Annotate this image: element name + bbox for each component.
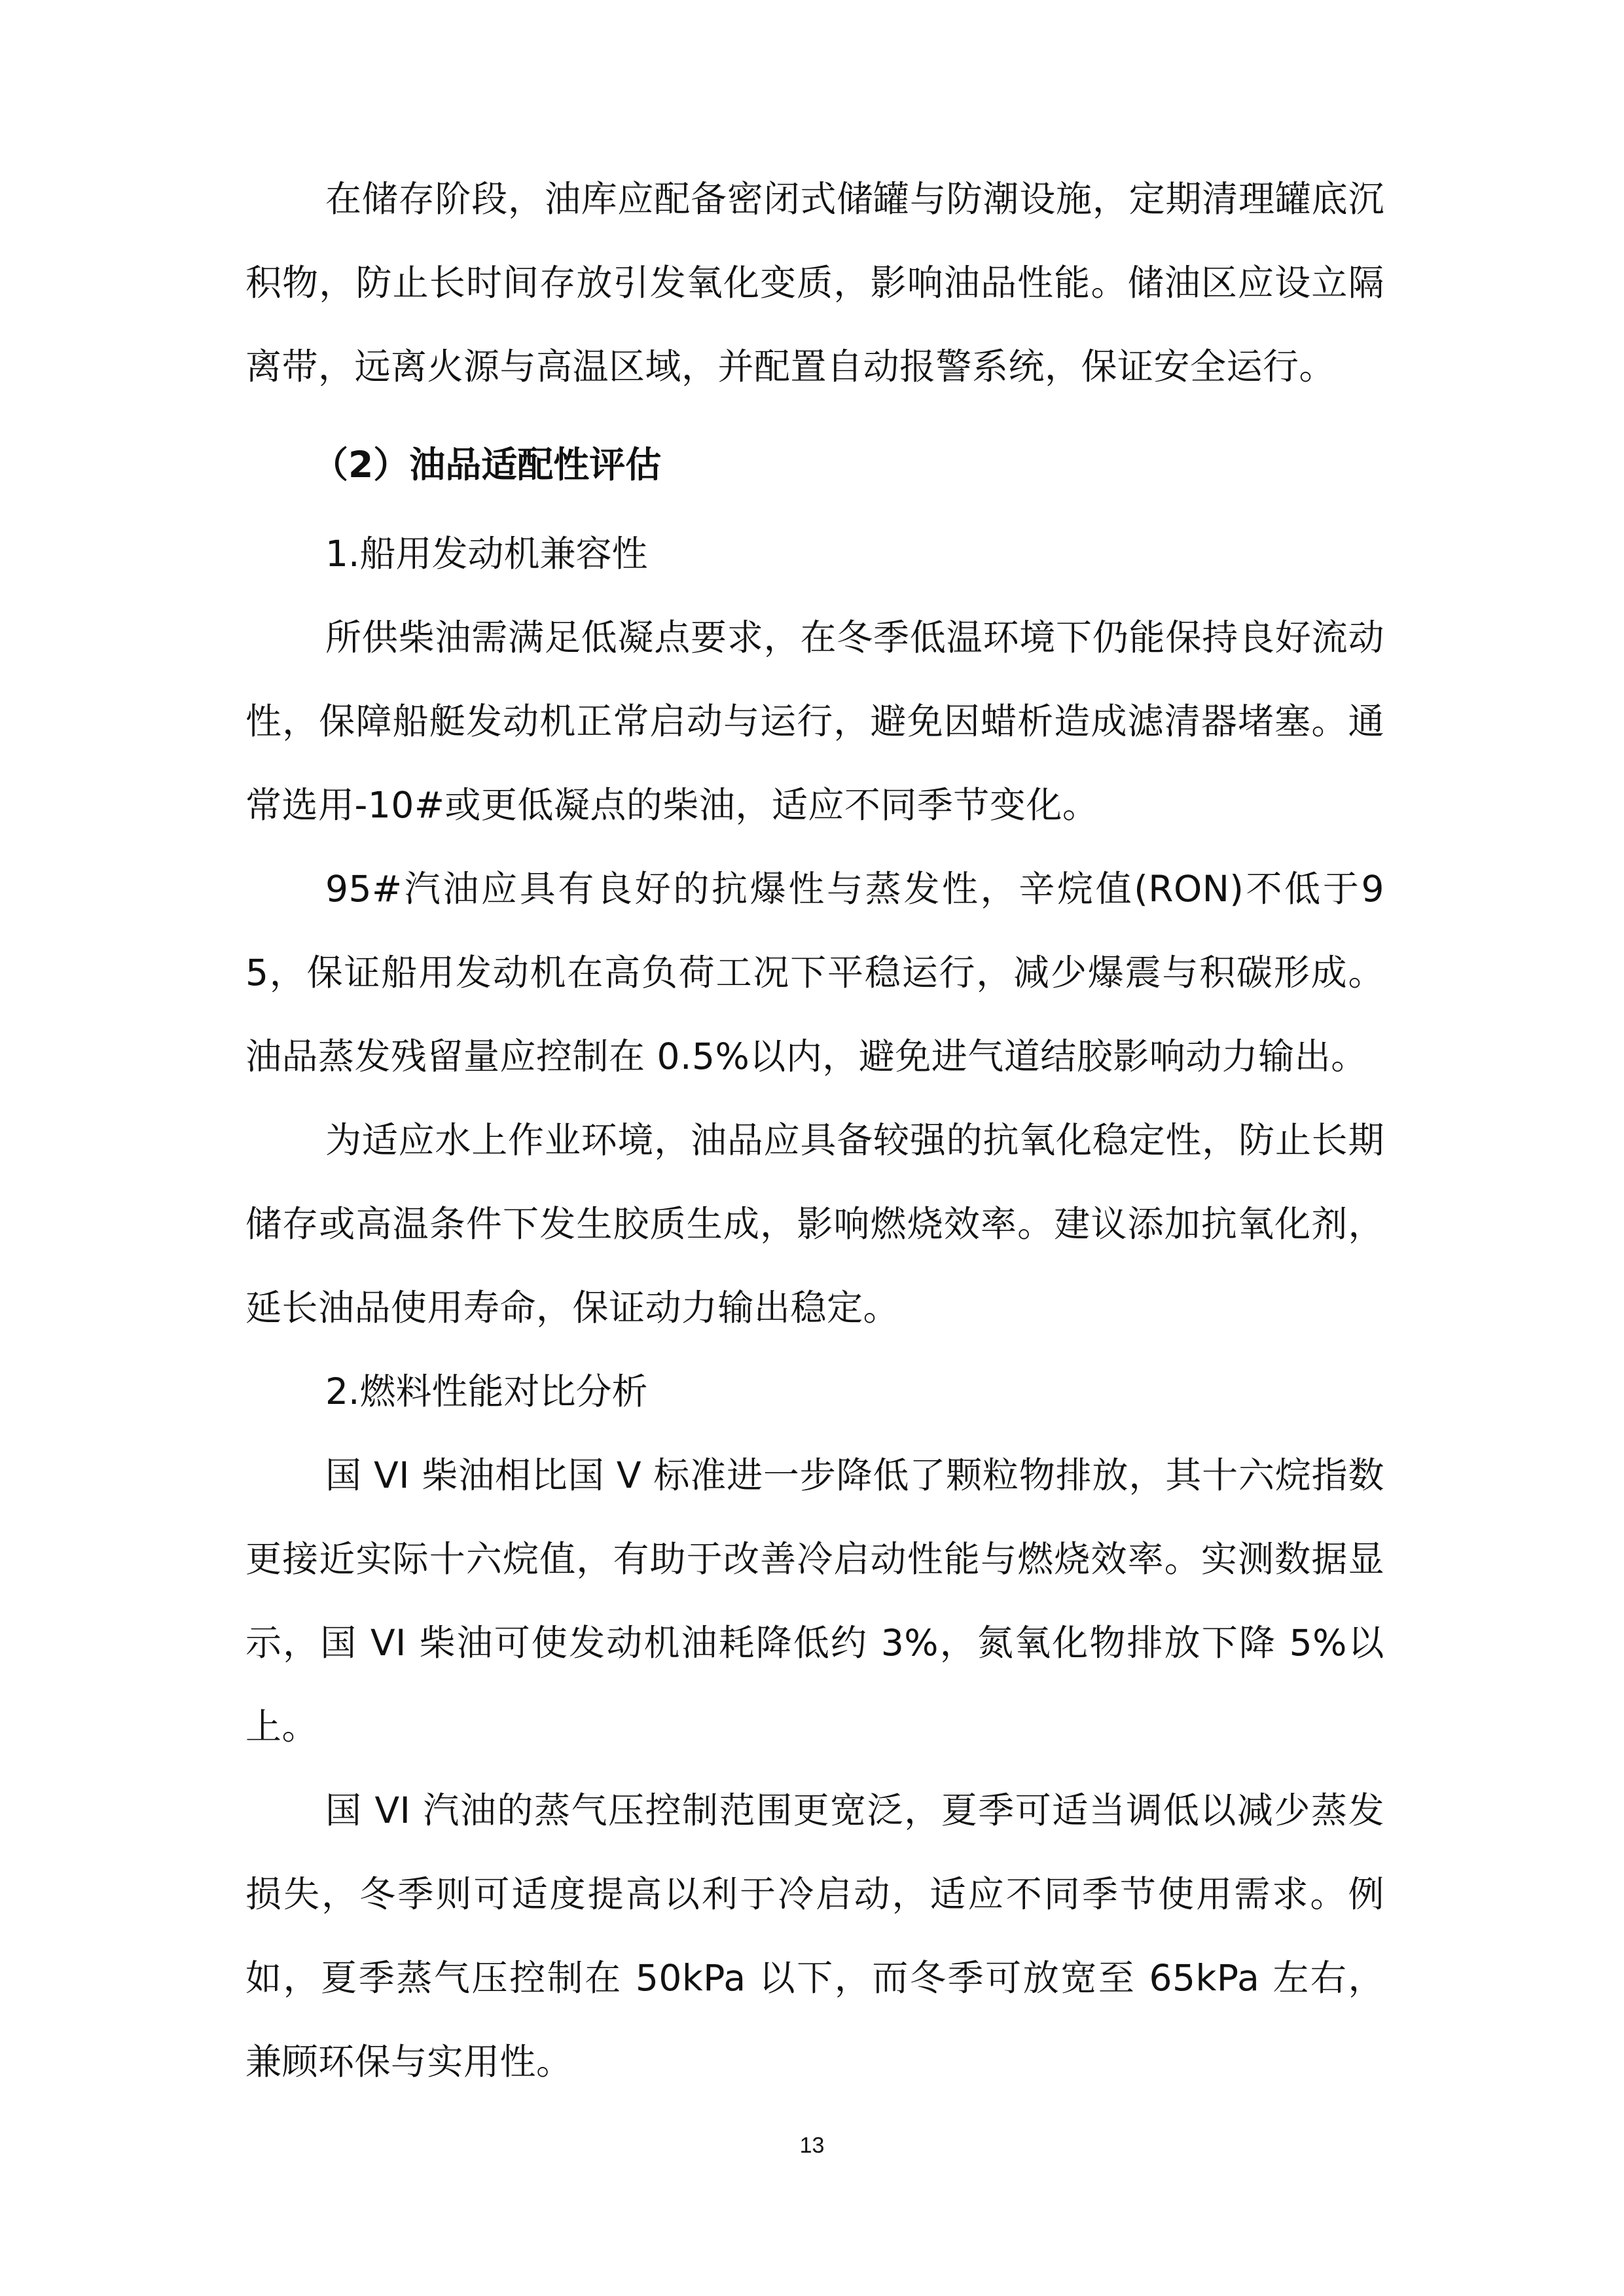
paragraph-diesel-comparison: 国 VI 柴油相比国 V 标准进一步降低了颗粒物排放，其十六烷指数更接近实际十六烷值，有助于改善冷启动性能与燃烧效率。实测数据显示，国 VI 柴油可使发动机油耗降低约 3%，氮氧化物排放下降 5%以上。: [245, 1454, 1384, 1748]
paragraph-gasoline-comparison: 国 VI 汽油的蒸气压控制范围更宽泛，夏季可适当调低以减少蒸发损失，冬季则可适度提高以利于冷启动，适应不同季节使用需求。例如，夏季蒸气压控制在 50kPa 以下，而冬季可放宽至 65kPa 左右，兼顾环保与实用性。: [245, 1789, 1384, 2083]
paragraph-oxidation: 为适应水上作业环境，油品应具备较强的抗氧化稳定性，防止长期储存或高温条件下发生胶质生成，影响燃烧效率。建议添加抗氧化剂，延长油品使用寿命，保证动力输出稳定。: [245, 1119, 1384, 1329]
paragraph-diesel: 所供柴油需满足低凝点要求，在冬季低温环境下仍能保持良好流动性，保障船艇发动机正常启动与运行，避免因蜡析造成滤清器堵塞。通常选用-10#或更低凝点的柴油，适应不同季节变化。: [245, 617, 1384, 826]
paragraph-gasoline: 95#汽油应具有良好的抗爆性与蒸发性，辛烷值(RON)不低于95，保证船用发动机在高负荷工况下平稳运行，减少爆震与积碳形成。油品蒸发残留量应控制在 0.5%以内，避免进气道结胶影响动力输出。: [245, 868, 1384, 1077]
page-content: [245, 157, 1384, 2104]
subheading-engine-compatibility: 1.船用发动机兼容性: [325, 533, 648, 575]
subheading-fuel-comparison: 2.燃料性能对比分析: [325, 1371, 648, 1412]
paragraph-storage: 在储存阶段，油库应配备密闭式储罐与防潮设施，定期清理罐底沉积物，防止长时间存放引发氧化变质，影响油品性能。储油区应设立隔离带，远离火源与高温区域，并配置自动报警系统，保证安全运行。: [245, 178, 1384, 387]
section-heading: （2）油品适配性评估: [312, 444, 662, 486]
page-number: 13: [799, 2133, 825, 2158]
